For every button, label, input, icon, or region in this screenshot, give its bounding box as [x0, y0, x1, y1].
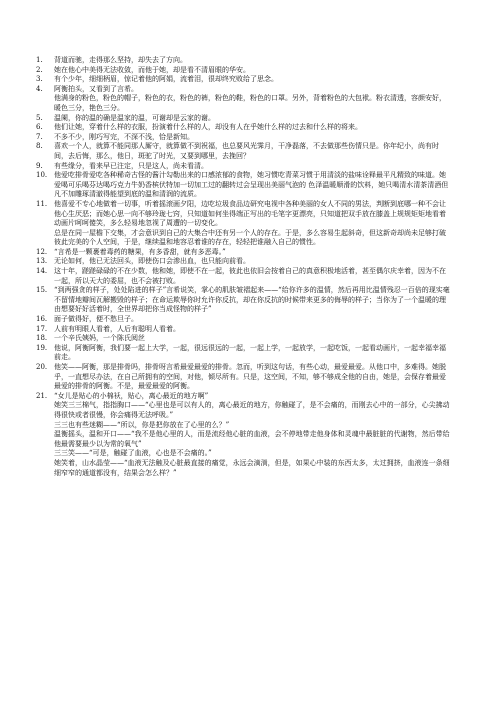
- item-number: 6.: [36, 123, 43, 132]
- list-item: [36, 257, 452, 267]
- item-number: 19.: [36, 343, 48, 352]
- item-number: 17.: [36, 324, 48, 333]
- item-number: 18.: [36, 334, 48, 343]
- item-text: 面子做得好，便不愁旦子。: [54, 315, 138, 324]
- list-item: [36, 162, 452, 172]
- item-text: “女儿是贴心的小棉袄，贴心，离心最近的地方啊” 她笑三三棉气，指指胸口——“心里也是可以有人的，离心最近的地方，你触碰了，是不会痛的，而刚去心中的一部分，心尖拂动得很快或者很慢，你会痛得无法呼吸。” 三三也有些迷糊——“所以，你是把你放在了心里的么？” 温衡摇头，温和开口——“我不是他心里的人，而是流经他心脏的血液，会不停地带走他身体和灵魂中最脏脏的代谢物，然后带给他最需要最少以为常的氧气” 三三笑——“可是，触碰了血液，心也是不会痛的。” 她笑着，山水晶莹——“血液无法触及心脏最直接的痛觉，永远会滴淌，但是，如果心中装的东西太多，太过拥挤，血液连一条细细窄窄的通道都没有，结果会怎么样？”: [54, 391, 450, 477]
- item-number: 11.: [36, 199, 48, 208]
- list-item: [36, 392, 452, 478]
- item-number: 21.: [36, 391, 48, 400]
- item-text: 他说，阿衡阿衡，我们要一起上大学，一起，很远很远的一起，一起上学，一起放学，一起吃饭，一起看动画片，一起幸福幸福前走。: [54, 343, 446, 362]
- list-item: [36, 56, 452, 66]
- item-number: 14.: [36, 267, 48, 276]
- item-number: 3.: [36, 75, 43, 84]
- item-text: 无论如何，他已无法回头，即使伤口会渗出血，也只能向前看。: [54, 257, 250, 266]
- list-item: [36, 66, 452, 76]
- item-number: 5.: [36, 113, 43, 122]
- list-item: [36, 286, 452, 315]
- item-number: 8.: [36, 142, 43, 151]
- list-item: [36, 114, 452, 124]
- item-number: 4.: [36, 84, 43, 93]
- item-number: 16.: [36, 315, 48, 324]
- item-number: 15.: [36, 286, 48, 295]
- item-number: 10.: [36, 171, 48, 180]
- item-text: 他爱吃排骨爱吃各种稀奇古怪的酱汁勾勒出来的口感浓郁的食物，她习惯吃青菜习惯于用清淡的盐味诠释最平凡精致的味道。她爱喝可乐喝芬达喝巧克力牛奶香槟伏特加一切加工过的翻转过会呈现出美丽气泡的 色泽温暖顺滑的饮料，她只喝清水清茶清酒但凡不加雕琢清澈得能望到底的温和清润的流质。: [54, 171, 449, 199]
- list-item: [36, 325, 452, 335]
- item-text: 阿衡拍头，又看到了言希。 他满身的粉色，粉色的帽子，粉色的衣，粉色的裤，粉色的鞋，粉色的口罩。另外，背着粉色的大包袱。粉衣清透，容颜安好，暖色三分，艳色三分。: [54, 84, 446, 112]
- item-number: 1.: [36, 56, 43, 64]
- list-item: [36, 334, 452, 344]
- item-text: 人前有明眼人看着，人后有聪明人看着。: [54, 324, 180, 333]
- list-item: [36, 344, 452, 363]
- item-text: 有些缘分，看来早已注定，只是这人，尚未看清。: [54, 161, 208, 170]
- item-text: 一个辛氏姨妈，一个陈氏阅丝: [54, 334, 145, 343]
- item-number: 7.: [36, 132, 43, 141]
- item-text: 他笑——阿衡，那是排骨吗，排骨呀言希最爱最爱的排骨。忽而，听到这句话，有些心动，最爱最爱。从他口中，多难得。她脱乎，一直想尽办法，在自己所拥有的空间，对他，倾尽所有。只是，这空间，不知，够不够成全他的自由，她是，会保存着最爱最爱的排骨的阿衡。不是，最爱最爱的阿衡。: [54, 363, 446, 391]
- list-item: [36, 123, 452, 133]
- list-item: [36, 142, 452, 161]
- item-number: 2.: [36, 65, 43, 74]
- list-item: [36, 75, 452, 85]
- item-text: 这十年，蹉蹉碌碌的不在少数，他和她，即使不在一起，彼此也依旧会按着自己的真意积极地活着，甚至偶尔庆幸着，因为不在一起，所以天大的委屈，也不会被打败。: [54, 267, 446, 285]
- item-number: 9.: [36, 161, 43, 170]
- item-text: “到两强贪的样子，处处陷进的样子”言希说笑，掌心的肌肤皱褶起来——“给你许多的温情，然后再用比温情残忍一百倍的现实毫不留情地瓣间瓦解搬毁的样子；在命运欺辱你时允许你反抗，却在你反抗的时候带来更多的侮辱的样子；当你为了一个温暖的理由想要好好活着时，全世界却把你当成怪物的样子”: [54, 286, 450, 314]
- item-text: 有个少年，细细柄眉，惊记着他的阿娟，流着泪，很却终究败给了思念。: [54, 75, 278, 84]
- list-item: [36, 85, 452, 114]
- list-item: [36, 267, 452, 286]
- list-item: [36, 363, 452, 392]
- item-text: 背道而驰，走得那么坚持，却失去了方向。: [54, 56, 187, 64]
- item-number: 20.: [36, 363, 48, 371]
- item-text: 不多不少，刚巧写完，不深不浅，恰是新知。: [54, 132, 194, 141]
- item-number: 12.: [36, 247, 48, 256]
- item-text: 她在他心中美得无法收敛，而他于她，却是看不清眉眼的华安。: [54, 65, 250, 74]
- item-text: 他们让她，穿着什么样的衣服，扮演着什么样的人，却没有人在乎她什么样的过去和什么样的将来。: [54, 123, 362, 132]
- list-item: [36, 133, 452, 143]
- item-text: 喜欢一个人，就算不能同那人厮守，就算做不到祝福，也总要风光霁月，干净磊落，不去做那些伤情只是。你年纪小，尚有时间，去后悔，那么，他日，斑驼了时光，又要到哪里，去挽回？: [54, 142, 439, 160]
- list-item: [36, 200, 452, 248]
- item-text: 他喜爱不专心地做着一切事，听着摇滚画夕阳，边吃垃圾食品边研究电视中各种美丽的女人不同的男法，判断到底哪一种不会让他心生厌恶；而她心思一向不够玲珑七窍，只知道如何坐得端正写出的毛笔字更漂亮，只知道把双手放在膝盖上规规矩矩地看着动画片呵呵傻笑，多么轻易地忽视了周遭的一切变化。 总是在同一屋檐下交集，才会意识到自己的大集合中还有另一个人的存在。于是，多么容易生起斜奇，但这新奇却尚未足够打破彼此完美的个人空间，于是，继续温和地容忍着谁的存在，轻轻把谁融入自己的惯性。: [54, 199, 446, 247]
- item-number: 13.: [36, 257, 48, 266]
- list-item: [36, 171, 452, 200]
- item-text: “言希是一颗裹着毒药的糖果，有多香甜，就有多恶毒。”: [54, 247, 226, 256]
- list-item: [36, 315, 452, 325]
- item-text: 温阑，你的温的确是温家的温，可谢却是云家的谢。: [54, 113, 215, 122]
